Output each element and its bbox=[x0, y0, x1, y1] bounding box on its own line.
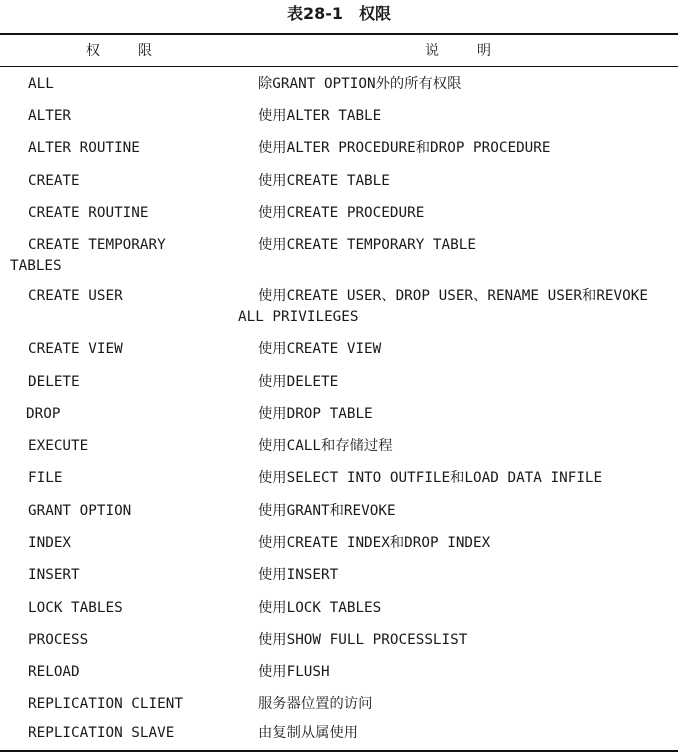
column-header-privilege bbox=[0, 36, 238, 66]
privilege-cell: CREATE bbox=[28, 173, 80, 189]
description-cell: 使用FLUSH bbox=[258, 664, 330, 680]
column-header-privilege-char2: 限 bbox=[138, 43, 152, 59]
description-cell: 使用ALTER PROCEDURE和DROP PROCEDURE bbox=[258, 140, 551, 156]
privilege-cell: FILE bbox=[28, 470, 63, 486]
description-cell: 使用CREATE VIEW bbox=[258, 341, 382, 357]
table-header-rule bbox=[0, 66, 678, 67]
column-header-description bbox=[238, 36, 678, 66]
privilege-cell: PROCESS bbox=[28, 632, 89, 648]
column-header-description-char1: 说 bbox=[425, 43, 439, 59]
description-cell: 使用CALL和存储过程 bbox=[258, 438, 393, 454]
table-top-rule bbox=[0, 33, 678, 35]
privilege-cell: CREATE VIEW bbox=[28, 341, 123, 357]
privilege-cell: LOCK TABLES bbox=[28, 600, 123, 616]
description-cell: 使用GRANT和REVOKE bbox=[258, 503, 396, 519]
description-cell: 使用DELETE bbox=[258, 374, 339, 390]
privilege-cell: REPLICATION CLIENT bbox=[28, 696, 183, 712]
privilege-cell: INSERT bbox=[28, 567, 80, 583]
description-cell: 使用SELECT INTO OUTFILE和LOAD DATA INFILE bbox=[258, 470, 603, 486]
description-cell: 除GRANT OPTION外的所有权限 bbox=[258, 76, 462, 92]
description-cell: 使用CREATE TEMPORARY TABLE bbox=[258, 237, 476, 253]
description-cell: 由复制从属使用 bbox=[258, 725, 359, 741]
privilege-cell: GRANT OPTION bbox=[28, 503, 132, 519]
description-cell: 使用SHOW FULL PROCESSLIST bbox=[258, 632, 468, 648]
description-cell: 服务器位置的访问 bbox=[258, 696, 373, 712]
privilege-cell: CREATE USER bbox=[28, 288, 123, 304]
description-cell: 使用ALTER TABLE bbox=[258, 108, 382, 124]
privilege-cell: EXECUTE bbox=[28, 438, 89, 454]
description-cell: 使用DROP TABLE bbox=[258, 406, 373, 422]
column-header-privilege-char1: 权 bbox=[86, 43, 100, 59]
description-cell: 使用CREATE INDEX和DROP INDEX bbox=[258, 535, 491, 551]
privilege-cell: DROP bbox=[26, 406, 61, 422]
column-header-description-char2: 明 bbox=[477, 43, 491, 59]
privilege-cell: RELOAD bbox=[28, 664, 80, 680]
description-cell: 使用CREATE USER、DROP USER、RENAME USER和REVOKE ALL PRIVILEGES bbox=[238, 288, 648, 325]
privilege-cell: CREATE TEMPORARY TABLES bbox=[10, 237, 166, 274]
privilege-cell: ALL bbox=[28, 76, 54, 92]
privilege-cell: INDEX bbox=[28, 535, 72, 551]
privilege-cell: CREATE ROUTINE bbox=[28, 205, 149, 221]
privilege-cell: DELETE bbox=[28, 374, 80, 390]
description-cell: 使用LOCK TABLES bbox=[258, 600, 382, 616]
table-caption: 表28-1 权限 bbox=[286, 4, 392, 23]
privilege-cell: REPLICATION SLAVE bbox=[28, 725, 175, 741]
description-cell: 使用INSERT bbox=[258, 567, 339, 583]
description-cell: 使用CREATE PROCEDURE bbox=[258, 205, 425, 221]
privilege-cell: ALTER bbox=[28, 108, 72, 124]
description-cell: 使用CREATE TABLE bbox=[258, 173, 390, 189]
privilege-cell: ALTER ROUTINE bbox=[28, 140, 140, 156]
